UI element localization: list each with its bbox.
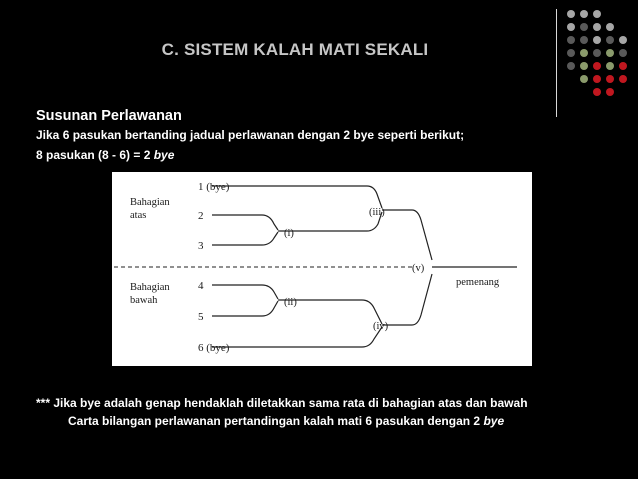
bye-word: bye bbox=[153, 148, 175, 162]
group-top-label-1: Bahagian bbox=[130, 197, 170, 208]
footer-caption bbox=[68, 414, 504, 428]
team-label: 1 (bye) bbox=[198, 181, 230, 193]
deco-dot bbox=[606, 62, 614, 70]
team-label: 6 (bye) bbox=[198, 342, 230, 354]
match-label: (ii) bbox=[284, 297, 297, 308]
deco-dot bbox=[580, 49, 588, 57]
winner-label: pemenang bbox=[456, 277, 500, 288]
top-bracket-lines bbox=[212, 186, 432, 260]
deco-dot bbox=[567, 10, 575, 18]
decorative-dots bbox=[566, 8, 636, 108]
deco-dot bbox=[593, 88, 601, 96]
bottom-bracket-lines bbox=[212, 274, 432, 347]
footer-caption-text: Carta bilangan perlawanan pertandingan kalah mati 6 pasukan dengan 2 bbox=[68, 414, 484, 428]
bracket-svg bbox=[112, 172, 532, 366]
group-bottom-label-1: Bahagian bbox=[130, 282, 170, 293]
match-label: (i) bbox=[284, 228, 294, 239]
match-label: (iii) bbox=[369, 207, 385, 218]
section-heading: Susunan Perlawanan bbox=[36, 108, 182, 124]
deco-dot bbox=[593, 36, 601, 44]
decorative-vertical-line bbox=[556, 9, 557, 117]
deco-dot bbox=[567, 62, 575, 70]
deco-dot bbox=[606, 23, 614, 31]
deco-dot bbox=[606, 36, 614, 44]
slide-title: C. SISTEM KALAH MATI SEKALI bbox=[161, 40, 429, 59]
footer-bye-word: bye bbox=[483, 414, 505, 428]
deco-dot bbox=[606, 88, 614, 96]
team-label: 4 bbox=[198, 280, 204, 292]
deco-dot bbox=[619, 75, 627, 83]
deco-dot bbox=[593, 10, 601, 18]
group-bottom-label-2: bawah bbox=[130, 295, 158, 306]
footer-note: *** Jika bye adalah genap hendaklah diletakkan sama rata di bahagian atas dan bawah bbox=[36, 396, 528, 410]
match-label: (v) bbox=[412, 263, 425, 274]
team-label: 3 bbox=[198, 240, 204, 252]
group-top-label-2: atas bbox=[130, 210, 147, 221]
bracket-diagram bbox=[112, 172, 532, 366]
bye-calculation-line bbox=[36, 148, 174, 162]
team-label: 2 bbox=[198, 210, 204, 222]
deco-dot bbox=[593, 75, 601, 83]
deco-dot bbox=[619, 62, 627, 70]
deco-dot bbox=[606, 49, 614, 57]
bye-calculation-text: 8 pasukan (8 - 6) = 2 bbox=[36, 148, 154, 162]
team-label: 5 bbox=[198, 311, 204, 323]
deco-dot bbox=[567, 49, 575, 57]
deco-dot bbox=[580, 23, 588, 31]
deco-dot bbox=[580, 36, 588, 44]
deco-dot bbox=[567, 23, 575, 31]
deco-dot bbox=[580, 10, 588, 18]
deco-dot bbox=[580, 75, 588, 83]
deco-dot bbox=[619, 49, 627, 57]
intro-line: Jika 6 pasukan bertanding jadual perlawanan dengan 2 bye seperti berikut; bbox=[36, 128, 465, 142]
deco-dot bbox=[593, 23, 601, 31]
deco-dot bbox=[593, 62, 601, 70]
match-label: (iv) bbox=[373, 321, 389, 332]
deco-dot bbox=[606, 75, 614, 83]
deco-dot bbox=[619, 36, 627, 44]
deco-dot bbox=[580, 62, 588, 70]
deco-dot bbox=[593, 49, 601, 57]
deco-dot bbox=[567, 36, 575, 44]
